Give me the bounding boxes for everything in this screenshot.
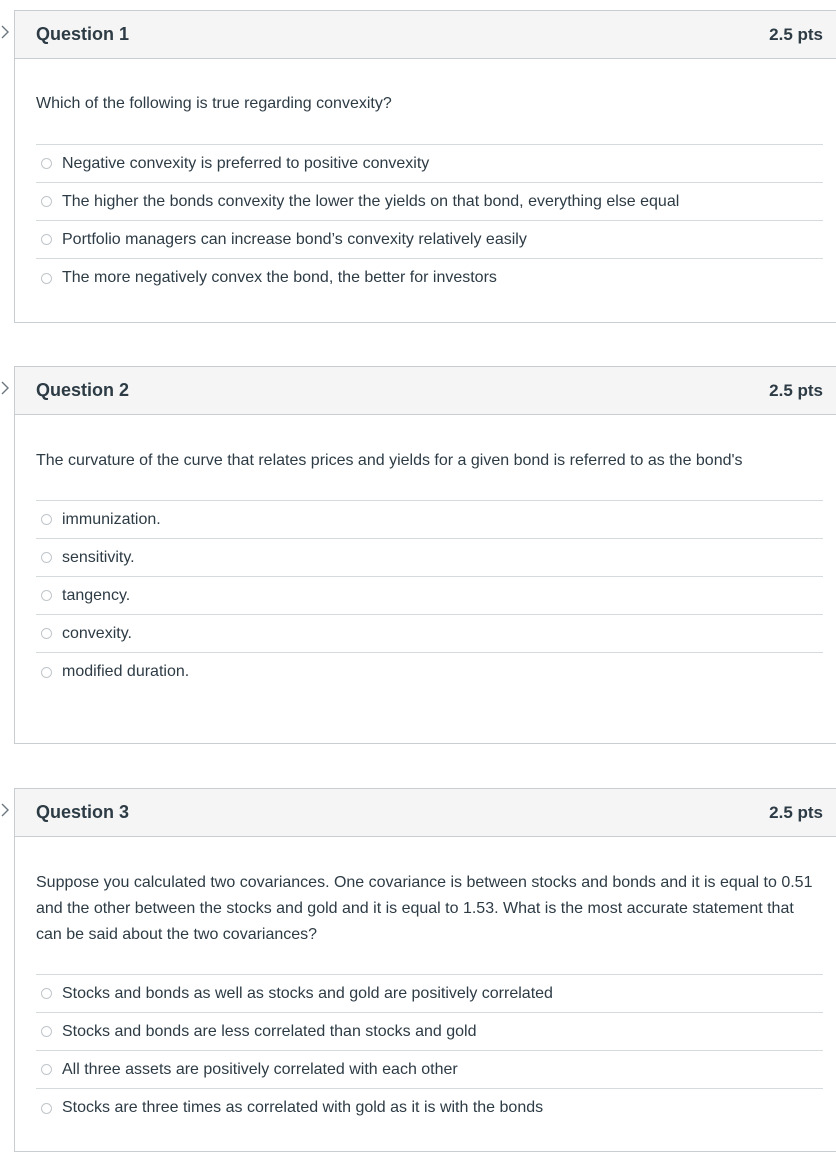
answer-label: Negative convexity is preferred to positive convexity (62, 154, 430, 172)
answer-label: Portfolio managers can increase bond’s convexity relatively easily (62, 230, 527, 248)
chevron-right-icon[interactable] (1, 803, 11, 817)
radio-button[interactable] (41, 988, 52, 999)
answer-list (36, 144, 823, 297)
answer-option[interactable] (36, 1089, 823, 1127)
answer-label: Stocks and bonds as well as stocks and gold are positively correlated (62, 984, 553, 1002)
question-points: 2.5 pts (769, 380, 823, 400)
question-points: 2.5 pts (769, 24, 823, 44)
question-2 (14, 366, 836, 744)
answer-label: The higher the bonds convexity the lower the yields on that bond, everything else equal (62, 192, 680, 210)
question-header (15, 789, 836, 837)
answer-option[interactable] (36, 145, 823, 183)
answer-label: All three assets are positively correlated with each other (62, 1060, 458, 1078)
answer-list (36, 974, 823, 1127)
radio-button[interactable] (41, 1103, 52, 1114)
question-points: 2.5 pts (769, 802, 823, 822)
question-1 (14, 10, 836, 323)
answer-option[interactable] (36, 501, 823, 539)
question-title: Question 1 (36, 24, 130, 44)
radio-button[interactable] (41, 514, 52, 525)
question-body (15, 837, 836, 1127)
answer-label: modified duration. (62, 663, 190, 680)
answer-label: Stocks and bonds are less correlated than stocks and gold (62, 1022, 477, 1040)
radio-button[interactable] (41, 234, 52, 245)
question-title: Question 3 (36, 802, 130, 822)
radio-button[interactable] (41, 628, 52, 639)
answer-option[interactable] (36, 615, 823, 653)
question-header (15, 367, 836, 415)
radio-button[interactable] (41, 273, 52, 284)
answer-option[interactable] (36, 1013, 823, 1051)
radio-button[interactable] (41, 1064, 52, 1075)
answer-option[interactable] (36, 221, 823, 259)
answer-label: convexity. (62, 624, 132, 642)
answer-label: Stocks are three times as correlated with gold as it is with the bonds (62, 1099, 544, 1116)
chevron-right-icon[interactable] (1, 25, 11, 39)
radio-button[interactable] (41, 196, 52, 207)
answer-label: The more negatively convex the bond, the better for investors (62, 269, 497, 286)
question-text: Which of the following is true regarding convexity? (36, 95, 392, 112)
question-3 (14, 788, 836, 1152)
answer-option[interactable] (36, 653, 823, 691)
answer-label: tangency. (62, 586, 131, 604)
question-text: The curvature of the curve that relates prices and yields for a given bond is referred to as the bond's (36, 452, 743, 469)
radio-button[interactable] (41, 1026, 52, 1037)
answer-label: sensitivity. (62, 548, 135, 566)
answer-option[interactable] (36, 183, 823, 221)
radio-button[interactable] (41, 552, 52, 563)
question-body (15, 415, 836, 691)
answer-option[interactable] (36, 577, 823, 615)
radio-button[interactable] (41, 667, 52, 678)
answer-option[interactable] (36, 259, 823, 297)
question-header (15, 11, 836, 59)
radio-button[interactable] (41, 590, 52, 601)
answer-option[interactable] (36, 975, 823, 1013)
answer-option[interactable] (36, 539, 823, 577)
question-title: Question 2 (36, 380, 130, 400)
answer-label: immunization. (62, 510, 161, 528)
answer-list (36, 500, 823, 691)
answer-option[interactable] (36, 1051, 823, 1089)
radio-button[interactable] (41, 158, 52, 169)
question-text: Suppose you calculated two covariances. One covariance is between stocks and bonds and it is equal to 0.51 and the other between the stocks and gold and it is equal to 1.53. What is the most accurate statement that can be said about the two covariances? (36, 874, 813, 943)
question-body (15, 59, 836, 297)
chevron-right-icon[interactable] (1, 381, 11, 395)
